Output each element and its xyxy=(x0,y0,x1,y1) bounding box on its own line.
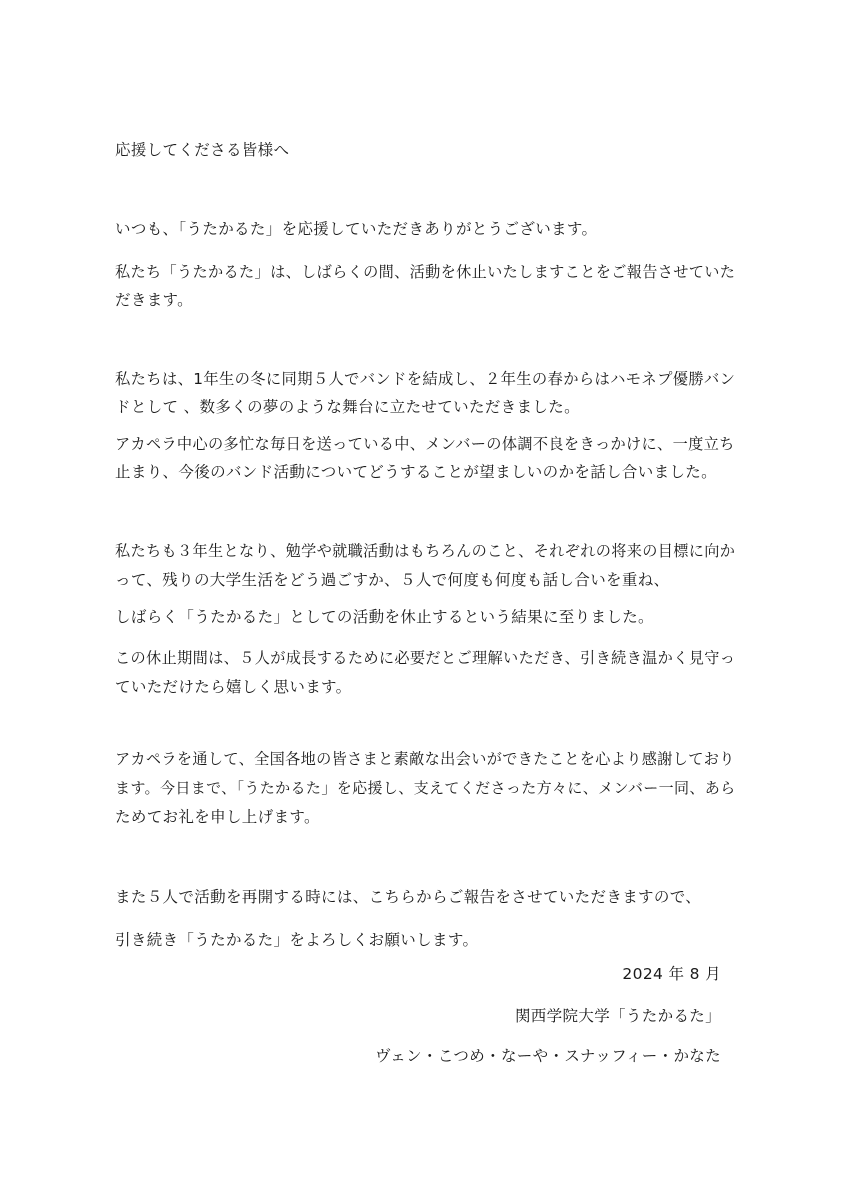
signature-organization: 関西学院大学「うたかるた」 xyxy=(514,1007,721,1025)
letter-line: ていただけたら嬉しく思います。 xyxy=(115,678,352,696)
salutation: 応援してくださる皆様へ xyxy=(115,141,290,159)
letter-line: って、残りの大学生活をどう過ごすか、５人で何度も何度も話し合いを重ね、 xyxy=(115,571,670,589)
letter-line: 引き続き「うたかるた」をよろしくお願いします。 xyxy=(115,931,479,949)
letter-line: ドとして 、数多くの夢のような舞台に立たせていただきました。 xyxy=(115,398,580,416)
letter-line: しばらく「うたかるた」としての活動を休止するという結果に至りました。 xyxy=(115,608,654,626)
letter-line: ためてお礼を申し上げます。 xyxy=(115,808,320,826)
letter-line: アカペラを通して、全国各地の皆さまと素敵な出会いができたことを心より感謝しており xyxy=(115,750,735,768)
letter-line: この休止期間は、５人が成長するために必要だとご理解いただき、引き続き温かく見守っ xyxy=(115,649,736,667)
letter-line: だきます。 xyxy=(115,291,194,309)
signature-members: ヴェン・こつめ・なーや・スナッフィー・かなた xyxy=(375,1047,721,1065)
letter-line: 私たちは、1年生の冬に同期５人でバンドを結成し、２年生の春からはハモネプ優勝バン xyxy=(115,370,736,388)
letter-line: また５人で活動を再開する時には、こちらからご報告をさせていただきますので、 xyxy=(115,888,702,906)
letter-line: ます。今日まで、「うたかるた」を応援し、支えてくださった方々に、メンバー一同、あら xyxy=(115,779,736,797)
letter-line: 私たちも３年生となり、勉学や就職活動はもちろんのこと、それぞれの将来の目標に向か xyxy=(115,542,736,560)
letter-line: 私たち「うたかるた」は、しばらくの間、活動を休止いたしますことをご報告させていた xyxy=(115,263,736,281)
letter-date: 2024 年 8 月 xyxy=(622,965,721,983)
letter-line: 止まり、今後のバンド活動についてどうすることが望ましいのかを話し合いました。 xyxy=(115,463,717,481)
letter-line: いつも、「うたかるた」を応援していただきありがとうございます。 xyxy=(115,220,598,238)
letter-line: アカペラ中心の多忙な毎日を送っている中、メンバーの体調不良をきっかけに、一度立ち xyxy=(115,435,735,453)
